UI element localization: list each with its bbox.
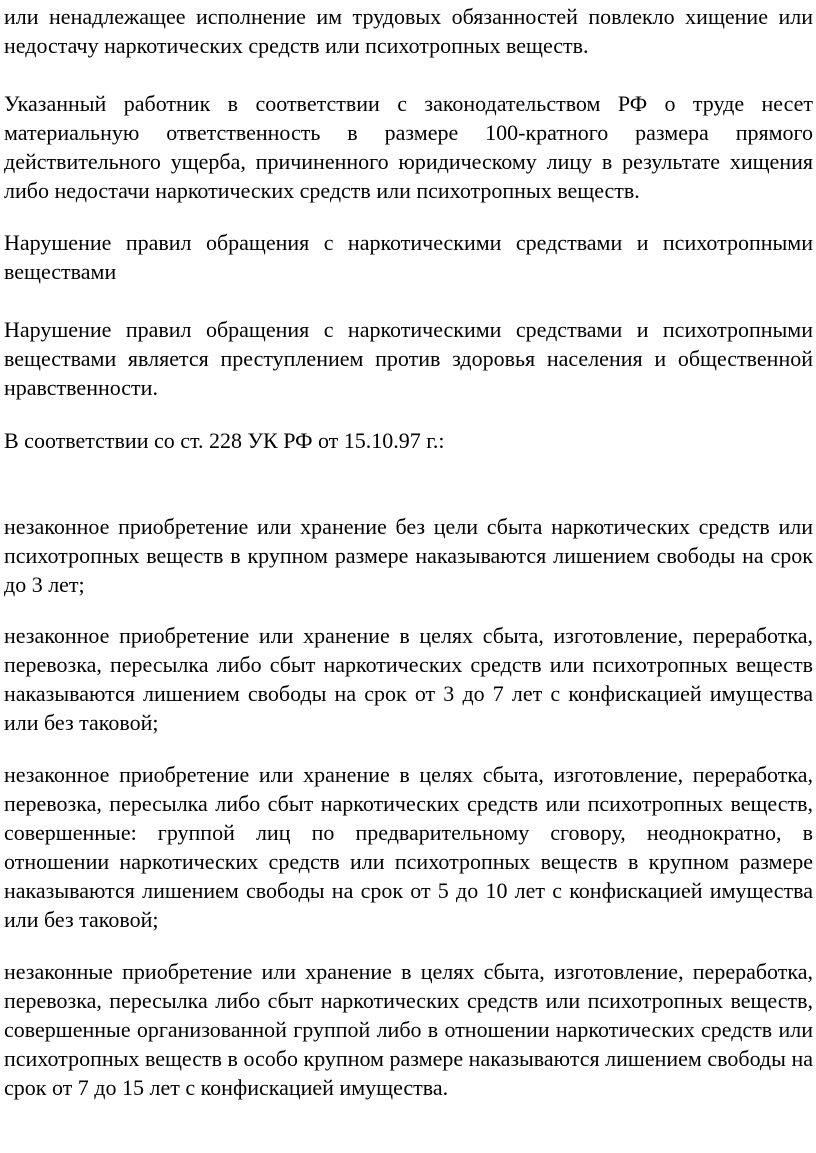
list-item-possession: незаконное приобретение или хранение без цели сбыта наркотических средств или психотропных веществ в крупном размере наказываются лишением свободы на срок до 3 лет; bbox=[4, 514, 813, 597]
paragraph-article-228: В соответствии со ст. 228 УК РФ от 15.10.97 г.: bbox=[4, 428, 445, 453]
list-item-sale: незаконное приобретение или хранение в целях сбыта, изготовление, переработка, перевозка, пересылка либо сбыт наркотических средств или психотропных веществ наказываются лишением свободы на срок от 3 до 7 лет с конфискацией имущества или без таковой; bbox=[4, 623, 813, 735]
paragraph-theft-liability: или ненадлежащее исполнение им трудовых обязанностей повлекло хищение или недостачу наркотических средств или психотропных веществ. bbox=[4, 4, 813, 58]
section-heading-violation: Нарушение правил обращения с наркотическими средствами и психотропными веществами bbox=[4, 230, 813, 284]
paragraph-violation-crime: Нарушение правил обращения с наркотическими средствами и психотропными веществами является преступлением против здоровья населения и общественной нравственности. bbox=[4, 317, 813, 400]
paragraph-material-liability: Указанный работник в соответствии с законодательством РФ о труде несет материальную ответственность в размере 100-кратного размера прямого действительного ущерба, причиненного юридическому лицу в результате хищения либо недостачи наркотических средств или психотропных веществ. bbox=[4, 91, 813, 203]
list-item-group: незаконное приобретение или хранение в целях сбыта, изготовление, переработка, перевозка, пересылка либо сбыт наркотических средств или психотропных веществ, совершенные: группой лиц по предварительному сговору, неоднократно, в отношении наркотических средств или психотропных веществ в крупном размере наказываются лишением свободы на срок от 5 до 10 лет с конфискацией имущества или без таковой; bbox=[4, 762, 813, 932]
list-item-organized-group: незаконные приобретение или хранение в целях сбыта, изготовление, переработка, перевозка, пересылка либо сбыт наркотических средств или психотропных веществ, совершенные организованной группой либо в отношении наркотических средств или психотропных веществ в особо крупном размере наказываются лишением свободы на срок от 7 до 15 лет с конфискацией имущества. bbox=[4, 959, 813, 1100]
